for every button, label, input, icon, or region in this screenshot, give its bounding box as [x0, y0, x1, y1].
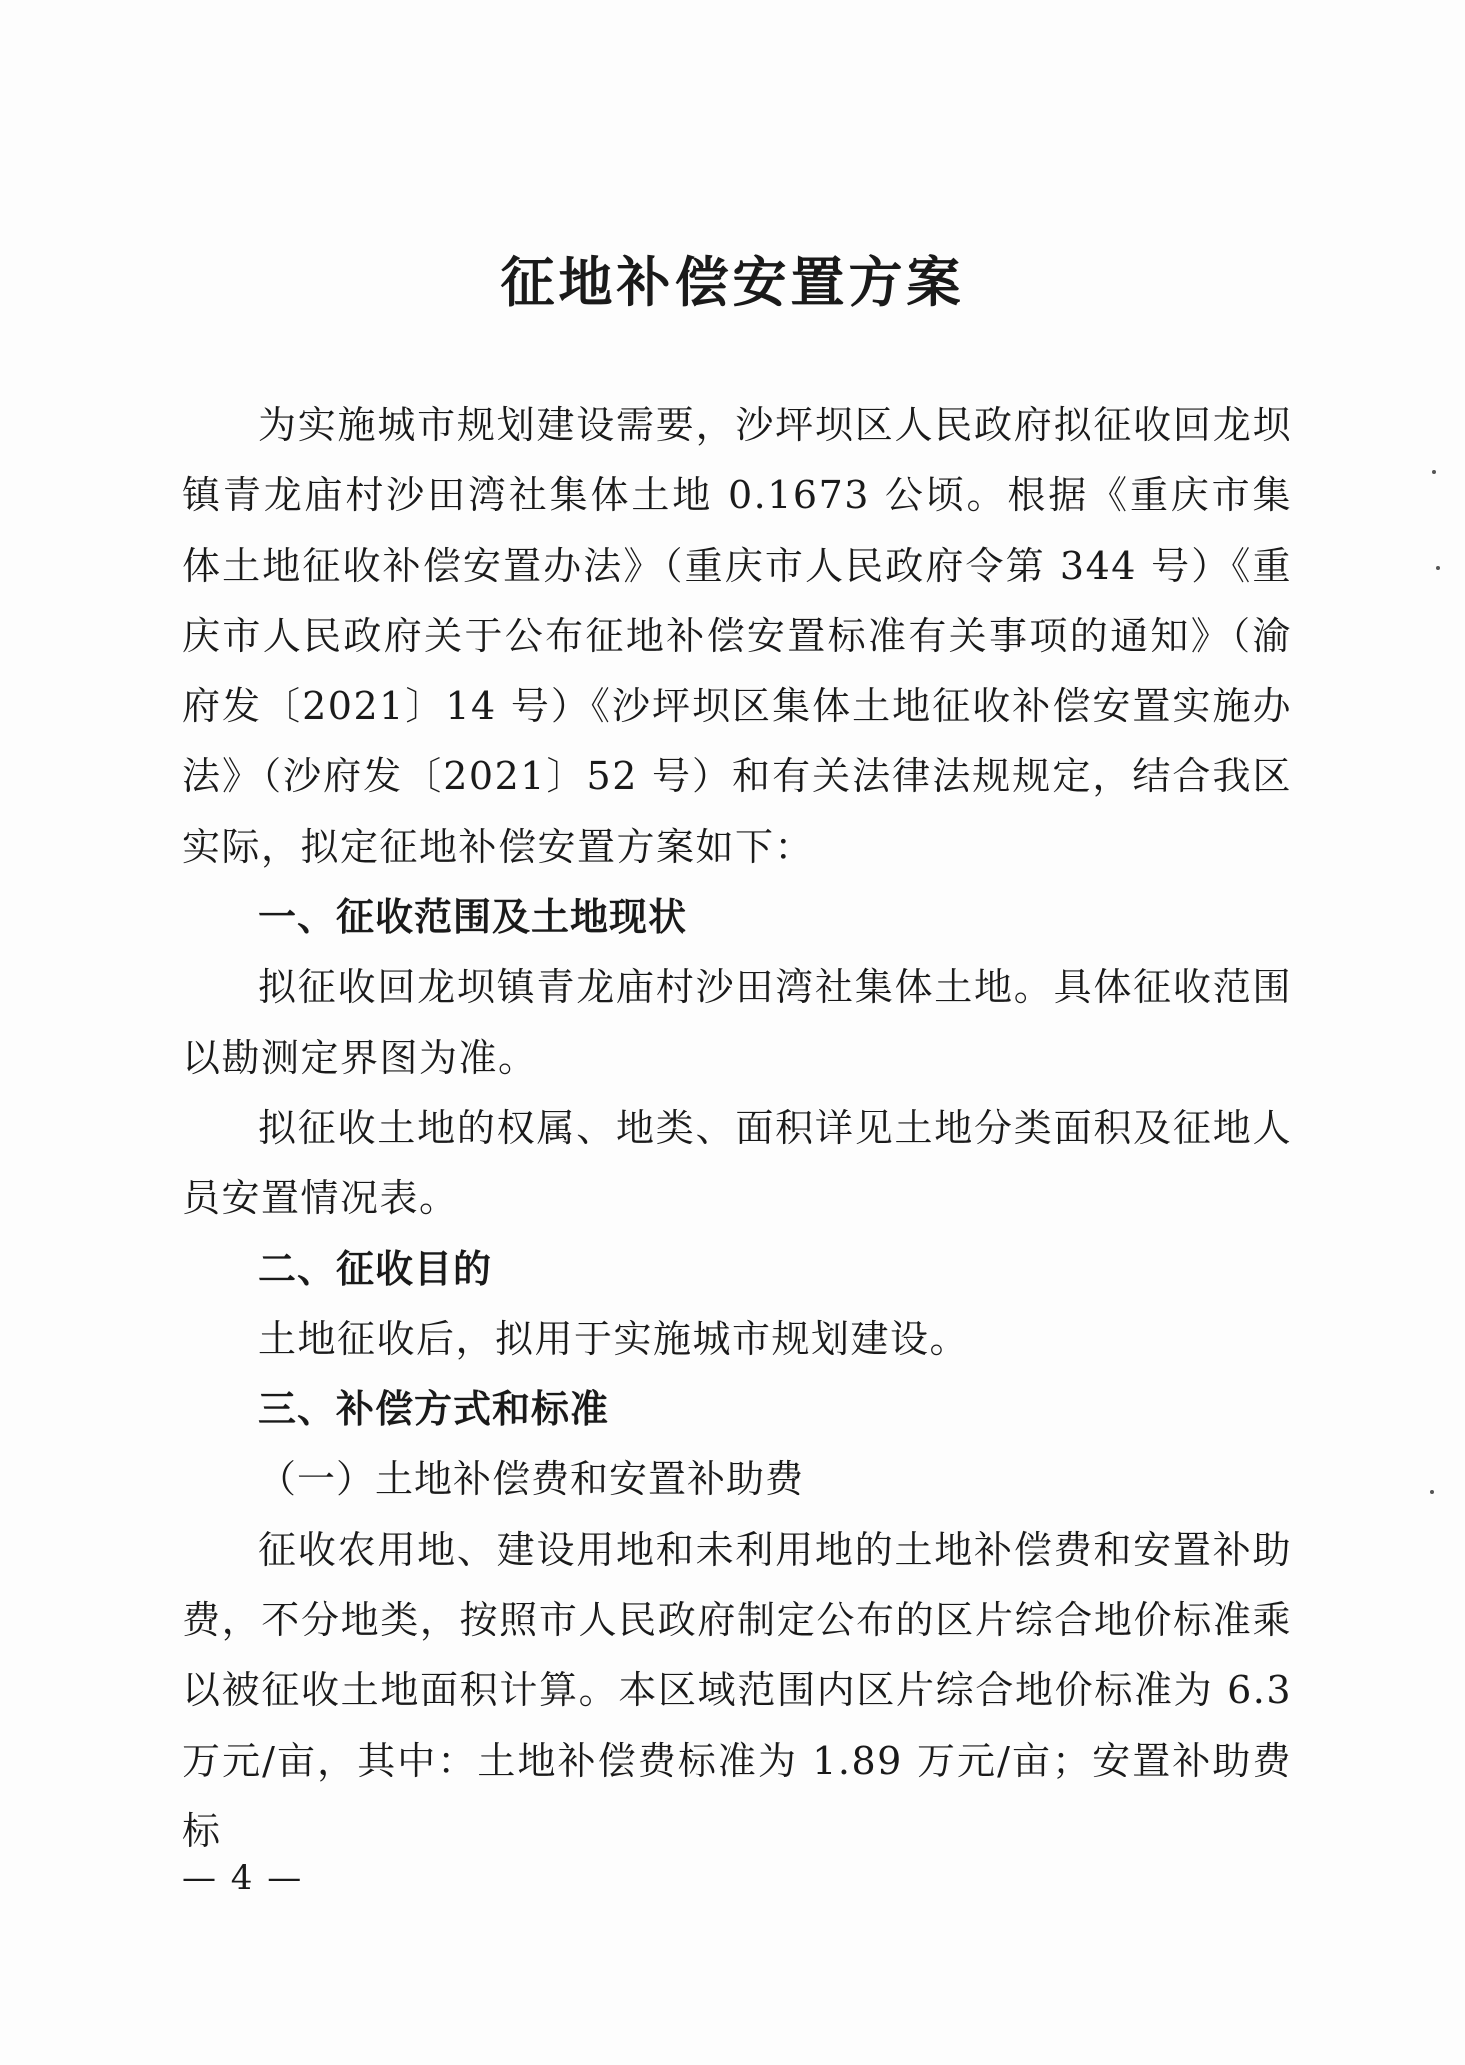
section-heading-compensation: 三、补偿方式和标准	[258, 1387, 610, 1432]
land-fees-paragraph: 征收农用地、建设用地和未利用地的土地补偿费和安置补助费，不分地类，按照市人民政府制定公布的区片综合地价标准乘以被征收土地面积计算。本区域范围内区片综合地价标准为 6.3 万元/亩，其中：土地补偿费标准为 1.89 万元/亩；安置补助费标	[182, 1527, 1292, 1853]
scan-speck	[1430, 1490, 1434, 1494]
scan-speck	[1436, 566, 1440, 570]
section-heading-purpose: 二、征收目的	[258, 1246, 493, 1291]
scope-paragraph: 拟征收回龙坝镇青龙庙村沙田湾社集体土地。具体征收范围以勘测定界图为准。	[182, 965, 1292, 1080]
page-number: — 4 —	[182, 1858, 304, 1898]
document-body	[182, 390, 1292, 1866]
subsection-heading-land-fees: （一）土地补偿费和安置补助费	[258, 1457, 805, 1502]
section-heading-scope: 一、征收范围及土地现状	[258, 895, 688, 940]
land-details-paragraph: 拟征收土地的权属、地类、面积详见土地分类面积及征地人员安置情况表。	[182, 1105, 1292, 1221]
intro-paragraph: 为实施城市规划建设需要，沙坪坝区人民政府拟征收回龙坝镇青龙庙村沙田湾社集体土地 0.1673 公顷。根据《重庆市集体土地征收补偿安置办法》（重庆市人民政府令第 344 号）《重庆市人民政府关于公布征地补偿安置标准有关事项的通知》（渝府发〔2021〕14 号）《沙坪坝区集体土地征收补偿安置实施办法》（沙府发〔2021〕52 号）和有关法律法规规定，结合我区实际，拟定征地补偿安置方案如下：	[182, 403, 1292, 869]
purpose-paragraph: 土地征收后，拟用于实施城市规划建设。	[258, 1316, 970, 1361]
scan-speck	[1432, 470, 1436, 474]
document-title: 征地补偿安置方案	[500, 250, 965, 314]
